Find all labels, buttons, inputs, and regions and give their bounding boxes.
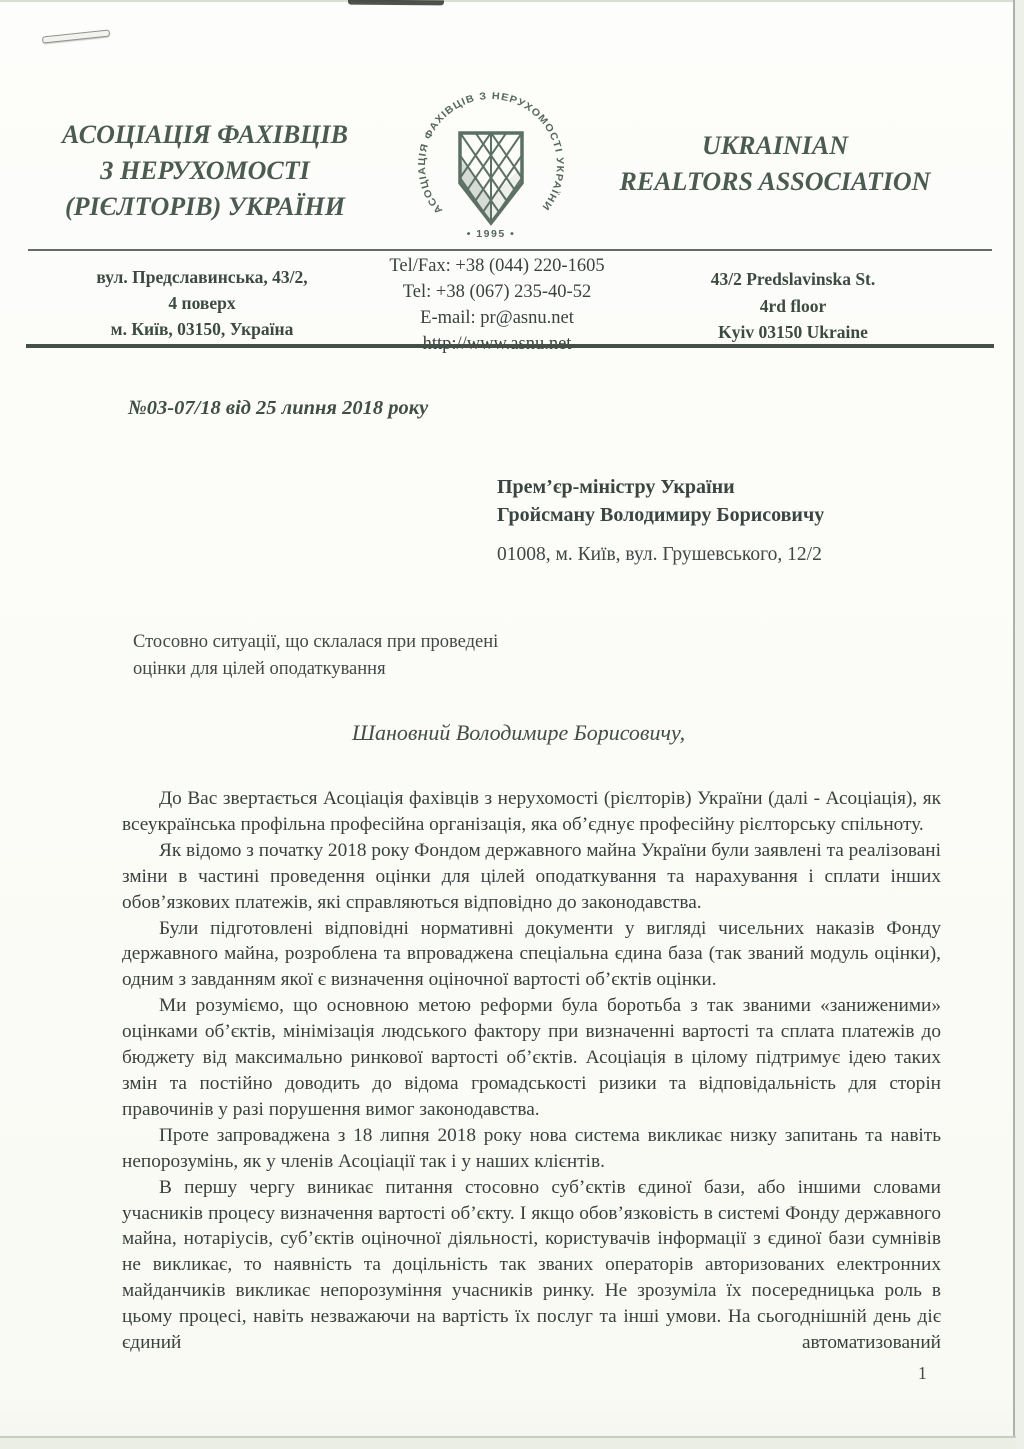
body-paragraph: Проте запроваджена з 18 липня 2018 року нова система викликає низку запитань та навіть непорозумінь, як у членів Асоціації так і у наших клієнтів. — [122, 1124, 941, 1172]
org-name-english — [575, 128, 975, 200]
body-paragraph: В першу чергу виникає питання стосовно суб’єктів єдиної бази, або іншими словами учасників процесу визначення вартості об’єкту. І якщо обов’язковість в системі Фонду державного майна, нотаріусів, суб’єктів оціночної діяльності, користувачів інформації з єдиної бази сумнівів не викликає, то наявність та доцільність так званих операторів авторизованих електронних майданчиків викликає непорозуміння учасників ринку. Не зрозуміла їх посередницька роль в цьому процесі, навіть незважаючи на вартість їх послуг та інші умови. На сьогоднішній день діє єдиний автоматизований — [122, 1176, 941, 1354]
org-uk-line3: (РІЄЛТОРІВ) УКРАЇНИ — [65, 192, 345, 221]
contact-email: E-mail: pr@asnu.net — [420, 308, 574, 328]
contact-details — [352, 253, 642, 357]
addressee-title: Прем’єр-міністру України — [497, 476, 735, 498]
address-en-line3: Kyiv 03150 Ukraine — [718, 322, 868, 342]
page-edge-right — [1015, 0, 1024, 1449]
body-paragraph: Як відомо з початку 2018 року Фондом державного майна України були заявлені та реалізовані зміни в частині проведення оцінки для цілей оподаткування та нарахування і сплати інших обов’язкових платежів, які справляються відповідно до законодавства. — [122, 839, 941, 913]
subject-block — [133, 629, 498, 683]
page-edge-bottom-line — [0, 1436, 1016, 1438]
org-name-ukrainian — [30, 117, 380, 225]
scan-artifact-blot — [348, 0, 444, 5]
scan-top-edge — [0, 0, 1024, 2]
header-divider-thick — [26, 344, 994, 348]
association-logo-icon — [408, 83, 574, 255]
page-edge-bottom — [0, 1438, 1016, 1449]
page-number: 1 — [918, 1363, 927, 1383]
body-paragraph: Були підготовлені відповідні нормативні документи у вигляді чисельних наказів Фонду державного майна, розроблена та впроваджена спеціальна єдина база (так званий модуль оцінки), одним з завданням якої є визначення оціночної вартості об’єктів оцінки. — [122, 917, 941, 991]
subject-line1: Стосовно ситуації, що склалася при проведені — [133, 632, 499, 652]
page-edge-right-line — [1013, 0, 1015, 1440]
body-paragraph: До Вас звертається Асоціація фахівців з нерухомості (рієлторів) України (далі - Асоціація), як всеукраїнська профільна професійна організація, яка об’єднує професійну рієлторську спільноту. — [122, 788, 941, 835]
contact-tel: Tel: +38 (067) 235-40-52 — [402, 282, 592, 302]
salutation: Шановний Володимире Борисовичу, — [352, 720, 686, 745]
letter-body — [122, 786, 941, 1356]
body-paragraph: Ми розуміємо, що основною метою реформи була боротьба з так званими «заниженими» оцінками об’єктів, мінімізація людського фактору при визначенні вартості та сплата платежів до бюджету від максимально ринкової вартості об’єктів. Асоціація в цілому підтримує ідею таких змін та постійно доводить до відома громадськості ризики та відповідальність для сторін правочинів у разі порушення вимог законодавства. — [122, 995, 941, 1120]
addressee-address: 01008, м. Київ, вул. Грушевського, 12/2 — [497, 544, 822, 565]
header-divider-thin — [28, 249, 992, 251]
address-english — [648, 266, 938, 346]
address-uk-line2: 4 поверх — [168, 293, 236, 313]
org-uk-line1: АСОЦІАЦІЯ ФАХІВЦІВ — [62, 120, 348, 149]
logo-shield-lattice — [443, 108, 539, 223]
staple-mark — [42, 29, 110, 43]
address-uk-line3: м. Київ, 03150, Україна — [110, 319, 294, 339]
reference-number: №03-07/18 від 25 липня 2018 року — [128, 397, 429, 419]
contact-telfax: Tel/Fax: +38 (044) 220-1605 — [389, 256, 605, 276]
org-en-line2: REALTORS ASSOCIATION — [619, 167, 931, 196]
address-en-line2: 4rd floor — [759, 295, 827, 316]
subject-line2: оцінки для цілей оподаткування — [133, 659, 386, 679]
org-uk-line2: З НЕРУХОМОСТІ — [100, 156, 310, 185]
address-uk-line1: вул. Предславинська, 43/2, — [96, 267, 308, 287]
address-ukrainian — [52, 264, 352, 342]
logo-arc-text: АСОЦІАЦІЯ ФАХІВЦІВ З НЕРУХОМОСТІ УКРАЇНИ — [416, 90, 566, 216]
address-en-line1: 43/2 Predslavinska St. — [710, 269, 876, 289]
addressee-name: Гройсману Володимиру Борисовичу — [497, 503, 825, 526]
logo-year: • 1995 • — [466, 228, 516, 240]
addressee-block — [497, 474, 824, 529]
org-en-line1: UKRAINIAN — [702, 131, 848, 160]
